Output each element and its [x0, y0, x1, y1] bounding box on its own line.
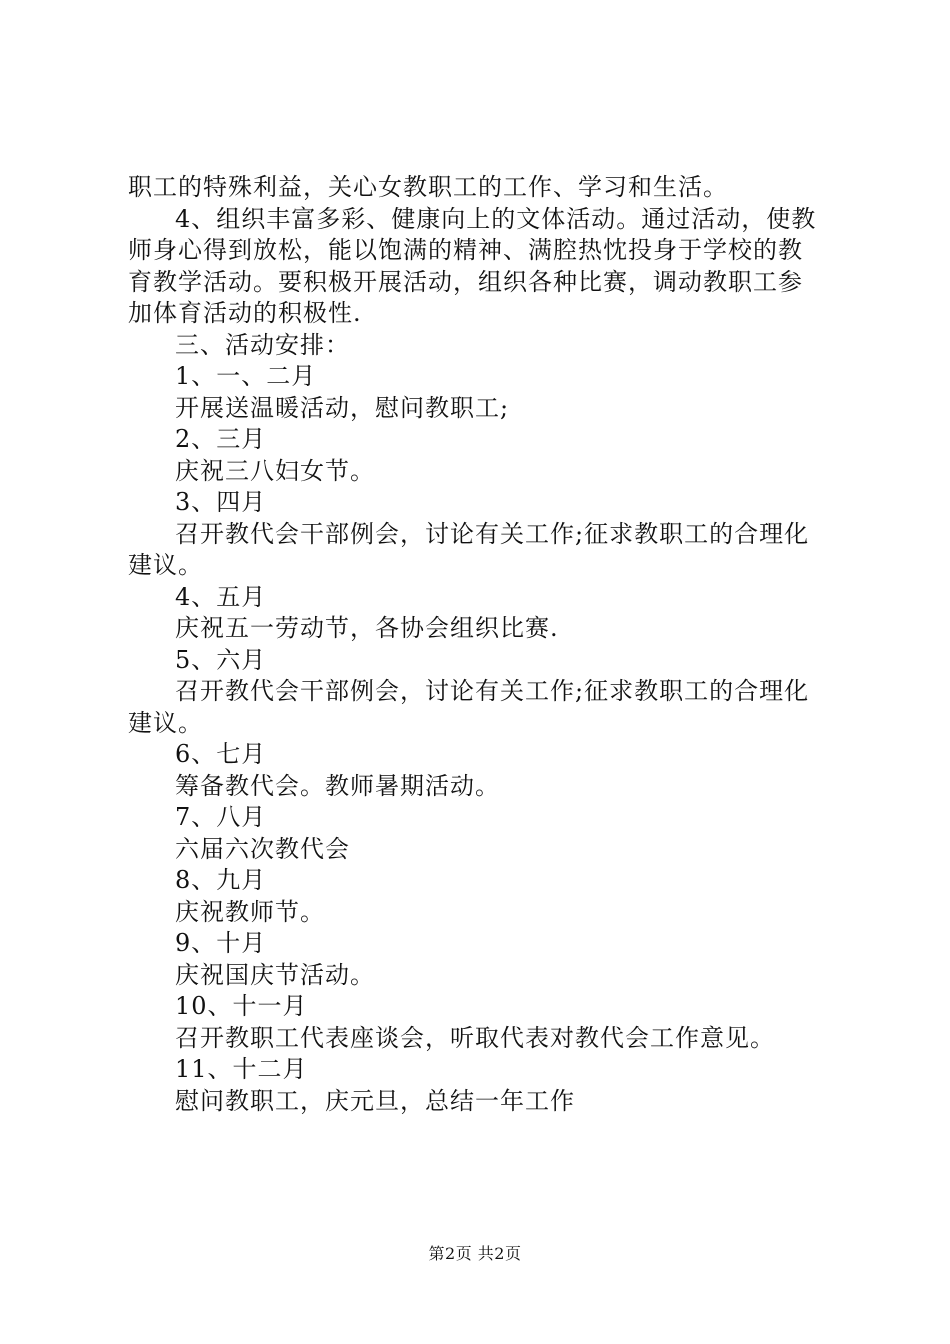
text-line: 育教学活动。要积极开展活动，组织各种比赛，调动教职工参 [128, 267, 803, 296]
month-activity: 慰问教职工，庆元旦，总结一年工作 [175, 1086, 575, 1115]
month-activity: 开展送温暖活动，慰问教职工; [175, 393, 510, 422]
month-activity: 召开教代会干部例会，讨论有关工作;征求教职工的合理化 [175, 677, 810, 705]
month-activity: 筹备教代会。教师暑期活动。 [175, 771, 500, 800]
month-heading: 11、十二月 [175, 1055, 308, 1083]
month-activity: 庆祝教师节。 [175, 897, 325, 926]
month-heading: 3、四月 [175, 488, 267, 516]
month-heading: 7、八月 [175, 803, 267, 831]
month-activity: 六届六次教代会 [175, 834, 350, 863]
text-line: 4、组织丰富多彩、健康向上的文体活动。通过活动，使教 [175, 204, 817, 233]
month-heading: 1、一、二月 [175, 362, 317, 390]
text-line: 加体育活动的积极性. [128, 299, 362, 327]
month-activity-continued: 建议。 [128, 708, 203, 737]
month-activity: 召开教职工代表座谈会，听取代表对教代会工作意见。 [175, 1023, 775, 1052]
month-heading: 6、七月 [175, 740, 267, 768]
month-heading: 2、三月 [175, 425, 267, 453]
month-activity: 召开教代会干部例会，讨论有关工作;征求教职工的合理化 [175, 519, 810, 548]
month-activity: 庆祝三八妇女节。 [175, 456, 375, 485]
text-line: 职工的特殊利益，关心女教职工的工作、学习和生活。 [128, 173, 728, 201]
document-body [128, 172, 833, 1117]
month-activity: 庆祝五一劳动节，各协会组织比赛. [175, 614, 559, 642]
page-footer: 第2页 共2页 [428, 1244, 522, 1263]
month-heading: 8、九月 [175, 866, 267, 894]
month-activity: 庆祝国庆节活动。 [175, 960, 375, 989]
month-heading: 5、六月 [175, 645, 267, 674]
month-heading: 10、十一月 [175, 992, 308, 1020]
month-heading: 4、五月 [175, 582, 267, 611]
month-heading: 9、十月 [175, 929, 267, 957]
month-activity-continued: 建议。 [128, 551, 203, 579]
section-heading: 三、活动安排： [175, 330, 350, 359]
text-line: 师身心得到放松，能以饱满的精神、满腔热忱投身于学校的教 [128, 236, 803, 264]
